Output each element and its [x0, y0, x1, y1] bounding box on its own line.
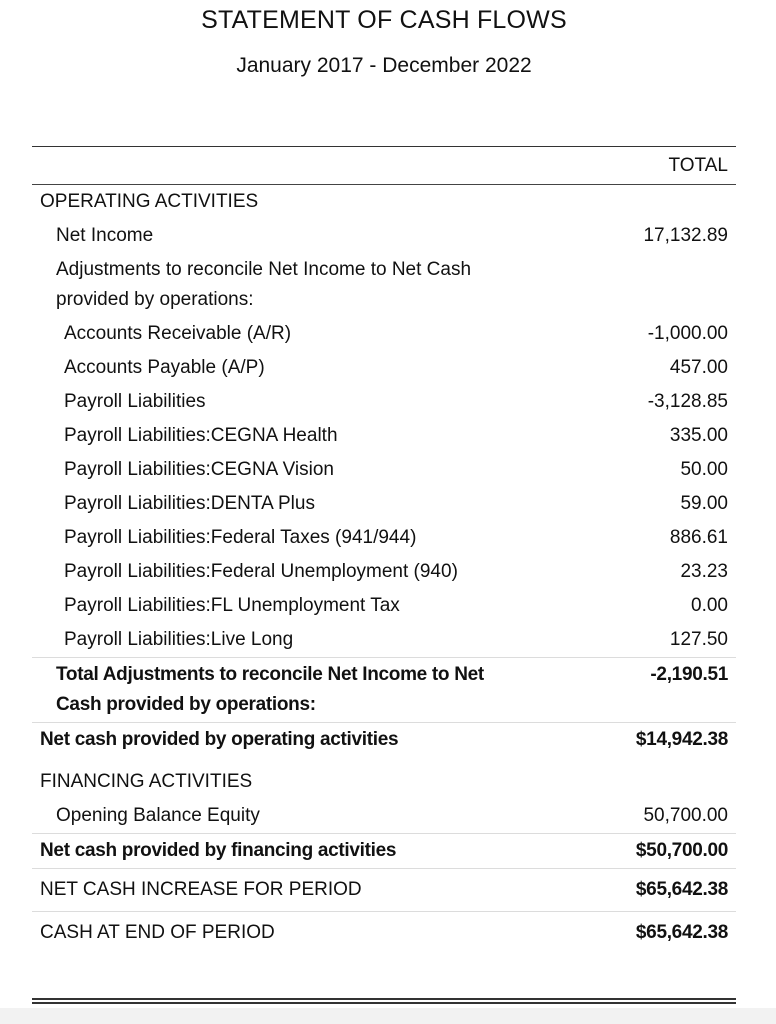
financing-section-header: [32, 765, 736, 799]
table-row: [32, 521, 736, 555]
cash-end-row: [32, 911, 736, 954]
column-header: [32, 147, 736, 185]
net-income-amount: 17,132.89: [643, 225, 728, 246]
operating-net-cash-label: Net cash provided by operating activities: [40, 729, 399, 750]
operating-section-header: [32, 185, 736, 219]
net-income-label: Net Income: [56, 225, 154, 246]
operating-net-cash-amount: $14,942.38: [635, 729, 728, 750]
account-label: Opening Balance Equity: [56, 805, 260, 826]
total-adjustments-row: [32, 657, 736, 722]
net-increase-label: NET CASH INCREASE FOR PERIOD: [40, 879, 362, 900]
account-amount: -3,128.85: [647, 391, 728, 412]
total-column-label: TOTAL: [668, 155, 728, 176]
account-amount: 50.00: [680, 459, 728, 480]
account-label: Payroll Liabilities: [64, 391, 206, 412]
report-period: January 2017 - December 2022: [236, 54, 532, 77]
table-row: [32, 419, 736, 453]
table-row: [32, 385, 736, 419]
account-label: Payroll Liabilities:DENTA Plus: [64, 493, 315, 514]
net-increase-row: [32, 868, 736, 911]
adjustments-heading-row: [32, 253, 736, 317]
report-title: STATEMENT OF CASH FLOWS: [201, 6, 567, 34]
operating-net-cash-row: [32, 722, 736, 757]
account-label: Payroll Liabilities:FL Unemployment Tax: [64, 595, 400, 616]
total-adjustments-amount: -2,190.51: [650, 664, 728, 685]
account-label: Payroll Liabilities:Live Long: [64, 629, 294, 650]
account-label: Accounts Receivable (A/R): [64, 323, 292, 344]
financing-section-label: FINANCING ACTIVITIES: [40, 771, 253, 792]
table-row: [32, 453, 736, 487]
table-row: [32, 623, 736, 657]
cash-end-label: CASH AT END OF PERIOD: [40, 922, 275, 943]
cash-flow-table: [32, 146, 736, 954]
table-row: [32, 351, 736, 385]
table-row: [32, 317, 736, 351]
account-amount: -1,000.00: [647, 323, 728, 344]
account-amount: 0.00: [691, 595, 728, 616]
page-bottom-shade: [0, 1008, 776, 1024]
account-label: Payroll Liabilities:Federal Taxes (941/944): [64, 527, 417, 548]
table-double-rule: [32, 998, 736, 1004]
account-amount: 59.00: [680, 493, 728, 514]
total-adjustments-label: Total Adjustments to reconcile Net Income to Net Cash provided by operations:: [56, 664, 484, 715]
account-label: Payroll Liabilities:CEGNA Vision: [64, 459, 334, 480]
table-row: [32, 487, 736, 521]
net-increase-amount: $65,642.38: [635, 879, 728, 900]
financing-net-cash-amount: $50,700.00: [635, 840, 728, 861]
financing-net-cash-row: [32, 833, 736, 868]
adjustments-heading: Adjustments to reconcile Net Income to Net Cash provided by operations:: [56, 259, 472, 310]
table-row: [32, 555, 736, 589]
operating-section-label: OPERATING ACTIVITIES: [40, 191, 259, 212]
account-amount: 886.61: [669, 527, 728, 548]
account-amount: 23.23: [680, 561, 728, 582]
table-row: [32, 799, 736, 833]
account-amount: 335.00: [669, 425, 728, 446]
account-label: Accounts Payable (A/P): [64, 357, 265, 378]
account-amount: 50,700.00: [643, 805, 728, 826]
cash-end-amount: $65,642.38: [635, 922, 728, 943]
net-income-row: [32, 219, 736, 253]
account-amount: 457.00: [669, 357, 728, 378]
financing-net-cash-label: Net cash provided by financing activities: [40, 840, 397, 861]
account-label: Payroll Liabilities:CEGNA Health: [64, 425, 338, 446]
account-label: Payroll Liabilities:Federal Unemployment (940): [64, 561, 458, 582]
account-amount: 127.50: [669, 629, 728, 650]
table-row: [32, 589, 736, 623]
